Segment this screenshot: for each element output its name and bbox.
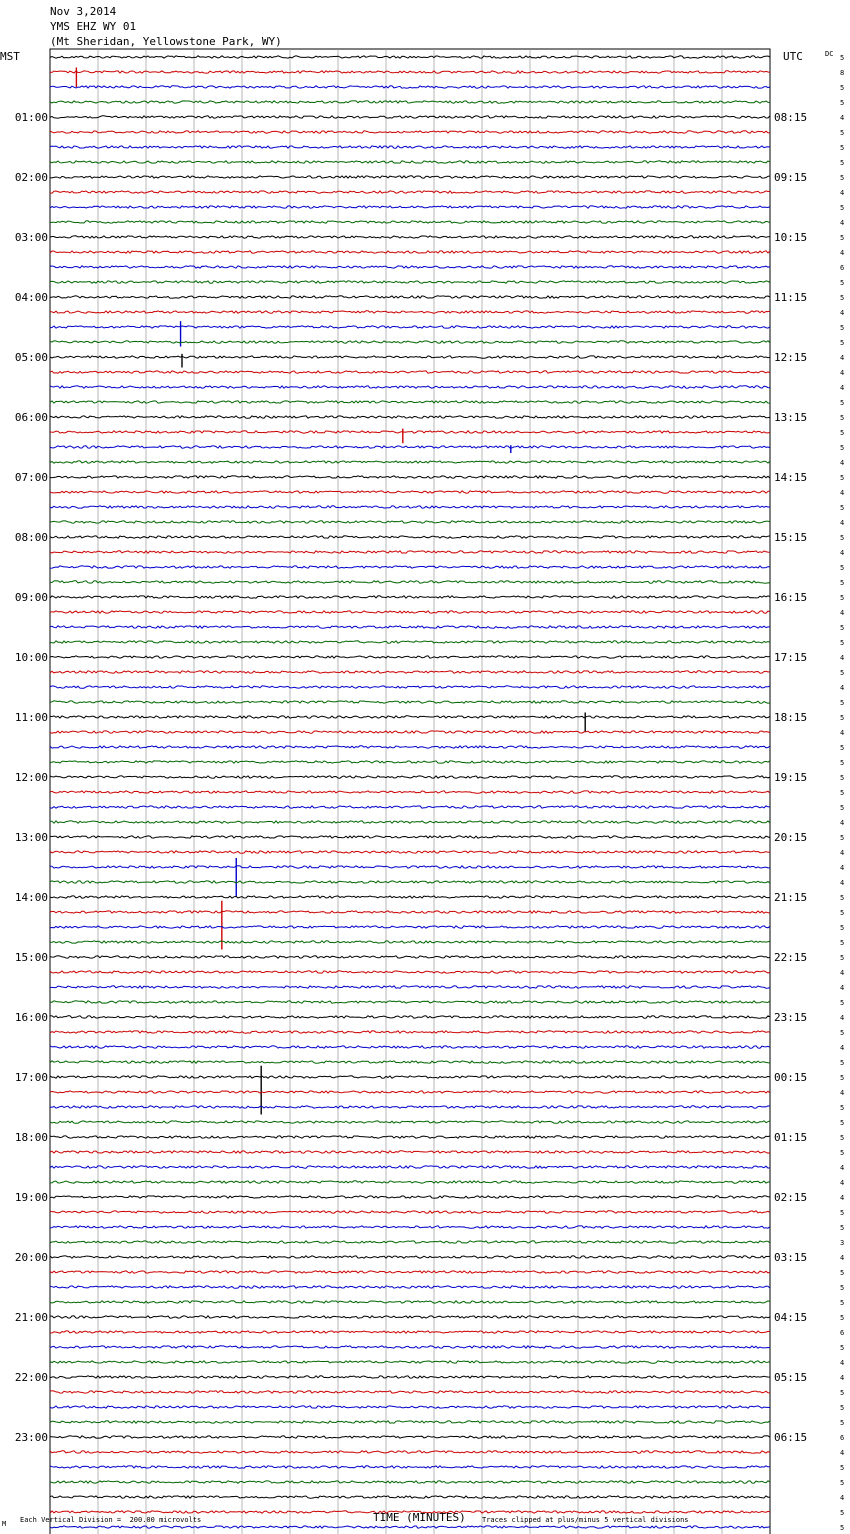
right-hour-label: 05:15 [774,1371,808,1384]
dc-offset-value: 4 [840,1179,845,1187]
dc-offset-value: 4 [840,1374,845,1382]
corner-mark: M [2,1520,7,1528]
dc-offset-value: 5 [840,1479,845,1487]
dc-offset-value: 5 [840,789,845,797]
dc-offset-value: 4 [840,1044,845,1052]
dc-offset-value: 5 [840,1509,845,1517]
dc-offset-value: 5 [840,1344,845,1352]
dc-offset-value: 4 [840,549,845,557]
dc-offset-value: 5 [840,744,845,752]
dc-offset-value: 5 [840,774,845,782]
seismic-trace [50,56,770,58]
dc-offset-value: 5 [840,594,845,602]
dc-offset-value: 5 [840,129,845,137]
right-hour-label: 10:15 [774,231,808,244]
seismic-trace [50,311,770,313]
seismic-trace [50,116,770,118]
seismic-trace [50,476,770,478]
seismic-trace [50,1316,770,1318]
left-hour-label: 20:00 [14,1251,48,1264]
dc-offset-value: 5 [840,669,845,677]
dc-offset-value: 4 [840,1359,845,1367]
right-hour-label: 17:15 [774,651,808,664]
seismic-trace [50,1331,770,1333]
seismic-trace [50,1241,770,1243]
right-hour-label: 08:15 [774,111,808,124]
left-hour-label: 19:00 [14,1191,48,1204]
dc-offset-value: 4 [840,489,845,497]
left-hour-label: 12:00 [14,771,48,784]
left-hour-label: 01:00 [14,111,48,124]
left-hour-label: 11:00 [14,711,48,724]
seismic-trace [50,941,770,943]
seismic-trace [50,176,770,178]
dc-offset-value: 5 [840,54,845,62]
dc-offset-value: 5 [840,639,845,647]
dc-offset-value: 5 [840,909,845,917]
right-hour-label: 01:15 [774,1131,808,1144]
seismic-trace [50,71,770,73]
dc-offset-value: 5 [840,1404,845,1412]
dc-offset-value: 5 [840,1314,845,1322]
dc-offset-value: 3 [840,1239,845,1247]
dc-offset-value: 5 [840,279,845,287]
dc-offset-value: 5 [840,804,845,812]
dc-offset-value: 4 [840,819,845,827]
seismic-trace [50,896,770,898]
dc-offset-value: 5 [840,474,845,482]
seismic-trace [50,491,770,493]
seismic-trace [50,626,770,628]
seismic-trace [50,1061,770,1063]
dc-offset-value: 4 [840,1014,845,1022]
dc-offset-value: 5 [840,1029,845,1037]
right-hour-label: 23:15 [774,1011,808,1024]
seismic-trace [50,206,770,208]
seismic-trace [50,446,770,448]
seismic-trace [50,1166,770,1168]
seismic-trace [50,341,770,343]
right-hour-label: 02:15 [774,1191,808,1204]
dc-offset-value: 5 [840,1224,845,1232]
seismic-trace [50,671,770,673]
right-timezone-label: UTC [783,50,803,63]
right-hour-label: 00:15 [774,1071,808,1084]
seismic-trace [50,1256,770,1258]
dc-offset-value: 5 [840,834,845,842]
seismic-trace [50,1451,770,1453]
plot-date: Nov 3,2014 [50,5,117,18]
seismic-trace [50,1301,770,1303]
dc-offset-value: 5 [840,174,845,182]
seismic-trace [50,431,770,433]
dc-offset-value: 5 [840,324,845,332]
dc-offset-value: 5 [840,1464,845,1472]
seismic-trace [50,1361,770,1363]
seismic-trace [50,521,770,523]
right-hour-label: 22:15 [774,951,808,964]
seismic-trace [50,1106,770,1108]
dc-offset-value: 5 [840,414,845,422]
left-hour-label: 21:00 [14,1311,48,1324]
dc-offset-value: 5 [840,1074,845,1082]
right-hour-label: 21:15 [774,891,808,904]
seismic-trace [50,551,770,553]
dc-offset-value: 4 [840,1254,845,1262]
dc-offset-value: 4 [840,1089,845,1097]
right-hour-label: 13:15 [774,411,808,424]
seismic-trace [50,611,770,613]
seismic-trace [50,536,770,538]
left-timezone-label: MST [0,50,20,63]
seismic-trace [50,461,770,463]
seismic-trace [50,791,770,793]
dc-offset-value: 4 [840,879,845,887]
right-hour-label: 15:15 [774,531,808,544]
right-hour-label: 18:15 [774,711,808,724]
seismic-trace [50,1151,770,1153]
seismic-trace [50,866,770,868]
dc-offset-value: 5 [840,399,845,407]
dc-offset-value: 5 [840,1389,845,1397]
seismic-trace [50,911,770,913]
dc-offset-value: 5 [840,1209,845,1217]
right-hour-label: 20:15 [774,831,808,844]
dc-offset-value: 4 [840,729,845,737]
seismic-trace [50,1421,770,1423]
seismic-trace [50,926,770,928]
seismic-trace [50,1121,770,1123]
seismic-trace [50,656,770,658]
dc-offset-value: 5 [840,1524,845,1532]
left-hour-label: 03:00 [14,231,48,244]
left-hour-label: 15:00 [14,951,48,964]
left-hour-label: 04:00 [14,291,48,304]
dc-offset-value: 5 [840,1269,845,1277]
dc-offset-value: 5 [840,1059,845,1067]
dc-offset-value: 5 [840,234,845,242]
seismic-trace [50,236,770,238]
seismic-trace [50,221,770,223]
dc-offset-value: 5 [840,699,845,707]
dc-offset-value: 5 [840,1134,845,1142]
seismic-trace [50,701,770,703]
left-hour-label: 10:00 [14,651,48,664]
seismic-trace [50,1136,770,1138]
dc-offset-value: 5 [840,159,845,167]
seismic-trace [50,986,770,988]
dc-offset-value: 4 [840,684,845,692]
right-hour-label: 11:15 [774,291,808,304]
dc-offset-value: 4 [840,1449,845,1457]
dc-offset-value: 5 [840,714,845,722]
seismic-trace [50,356,770,358]
left-hour-label: 13:00 [14,831,48,844]
dc-offset-value: 4 [840,1494,845,1502]
dc-offset-value: 6 [840,264,845,272]
seismic-trace [50,281,770,283]
left-hour-label: 22:00 [14,1371,48,1384]
right-hour-label: 19:15 [774,771,808,784]
seismic-trace [50,161,770,163]
seismic-trace [50,956,770,958]
dc-offset-value: 5 [840,579,845,587]
x-axis-title: TIME (MINUTES) [373,1511,466,1524]
dc-label: DC [825,50,834,58]
seismic-trace [50,836,770,838]
dc-offset-value: 4 [840,459,845,467]
dc-offset-value: 6 [840,1434,845,1442]
seismic-trace [50,581,770,583]
right-hour-label: 04:15 [774,1311,808,1324]
seismic-trace [50,251,770,253]
dc-offset-value: 4 [840,384,845,392]
seismic-trace [50,1226,770,1228]
right-hour-label: 12:15 [774,351,808,364]
seismic-trace [50,1181,770,1183]
seismic-trace [50,821,770,823]
left-hour-label: 14:00 [14,891,48,904]
seismic-trace [50,146,770,148]
dc-offset-value: 5 [840,534,845,542]
dc-offset-value: 4 [840,849,845,857]
left-hour-label: 16:00 [14,1011,48,1024]
right-hour-label: 03:15 [774,1251,808,1264]
dc-offset-value: 5 [840,294,845,302]
seismic-trace [50,1211,770,1213]
dc-offset-value: 5 [840,1419,845,1427]
dc-offset-value: 5 [840,1299,845,1307]
seismic-trace [50,746,770,748]
dc-offset-value: 5 [840,204,845,212]
dc-offset-value: 5 [840,939,845,947]
dc-offset-value: 4 [840,1194,845,1202]
seismic-trace [50,1346,770,1348]
seismic-trace [50,401,770,403]
seismic-trace [50,776,770,778]
seismic-trace [50,101,770,103]
left-hour-label: 07:00 [14,471,48,484]
dc-offset-value: 5 [840,924,845,932]
dc-offset-value: 5 [840,624,845,632]
seismic-trace [50,86,770,88]
seismic-trace [50,1391,770,1393]
dc-offset-value: 4 [840,654,845,662]
dc-offset-value: 4 [840,354,845,362]
dc-offset-value: 5 [840,504,845,512]
seismic-trace [50,1271,770,1273]
seismic-trace [50,596,770,598]
seismic-trace [50,1526,770,1528]
seismic-trace [50,716,770,718]
left-hour-label: 05:00 [14,351,48,364]
seismic-trace [50,1466,770,1468]
dc-offset-value: 5 [840,1104,845,1112]
dc-offset-value: 6 [840,1329,845,1337]
seismic-trace [50,1076,770,1078]
seismic-trace [50,1436,770,1438]
seismic-trace [50,1046,770,1048]
left-hour-label: 09:00 [14,591,48,604]
dc-offset-value: 4 [840,309,845,317]
seismic-trace [50,1091,770,1093]
dc-offset-value: 5 [840,894,845,902]
dc-offset-value: 4 [840,114,845,122]
dc-offset-value: 4 [840,864,845,872]
dc-offset-value: 8 [840,69,845,77]
seismic-trace [50,806,770,808]
dc-offset-value: 5 [840,1119,845,1127]
dc-offset-value: 4 [840,609,845,617]
dc-offset-value: 5 [840,444,845,452]
seismic-trace [50,506,770,508]
seismic-trace [50,1481,770,1483]
scale-note: Each Vertical Division = 200.00 microvolts [20,1516,202,1524]
plot-location: (Mt Sheridan, Yellowstone Park, WY) [50,35,282,48]
dc-offset-value: 4 [840,249,845,257]
seismic-trace [50,1496,770,1498]
dc-offset-value: 5 [840,144,845,152]
dc-offset-value: 5 [840,954,845,962]
left-hour-label: 17:00 [14,1071,48,1084]
seismic-trace [50,131,770,133]
left-hour-label: 18:00 [14,1131,48,1144]
seismic-trace [50,266,770,268]
seismic-trace [50,881,770,883]
dc-offset-value: 5 [840,999,845,1007]
left-hour-label: 06:00 [14,411,48,424]
seismic-trace [50,386,770,388]
dc-offset-value: 5 [840,564,845,572]
dc-offset-value: 4 [840,969,845,977]
right-hour-label: 16:15 [774,591,808,604]
seismic-trace [50,296,770,298]
seismic-trace [50,641,770,643]
dc-offset-value: 5 [840,429,845,437]
seismic-trace [50,971,770,973]
seismic-trace [50,1016,770,1018]
dc-offset-value: 5 [840,339,845,347]
left-hour-label: 08:00 [14,531,48,544]
dc-offset-value: 4 [840,219,845,227]
dc-offset-value: 4 [840,369,845,377]
seismic-trace [50,1001,770,1003]
dc-offset-value: 4 [840,1164,845,1172]
dc-offset-value: 5 [840,84,845,92]
left-hour-label: 02:00 [14,171,48,184]
seismic-trace [50,326,770,328]
dc-offset-value: 4 [840,189,845,197]
seismic-trace [50,416,770,418]
dc-offset-value: 5 [840,99,845,107]
seismic-trace [50,731,770,733]
seismic-trace [50,1406,770,1408]
seismic-trace [50,1376,770,1378]
dc-offset-value: 5 [840,759,845,767]
seismic-trace [50,1286,770,1288]
seismic-trace [50,566,770,568]
right-hour-label: 06:15 [774,1431,808,1444]
seismic-trace [50,371,770,373]
plot-station: YMS EHZ WY 01 [50,20,137,33]
right-hour-label: 14:15 [774,471,808,484]
seismic-trace [50,1031,770,1033]
left-hour-label: 23:00 [14,1431,48,1444]
dc-offset-value: 5 [840,1284,845,1292]
seismic-trace [50,191,770,193]
dc-offset-value: 4 [840,519,845,527]
seismic-trace [50,851,770,853]
seismic-trace [50,686,770,688]
dc-offset-value: 4 [840,984,845,992]
seismic-trace [50,1196,770,1198]
right-hour-label: 09:15 [774,171,808,184]
clip-note: Traces clipped at plus/minus 5 vertical divisions [482,1516,689,1524]
seismic-trace [50,761,770,763]
dc-offset-value: 5 [840,1149,845,1157]
